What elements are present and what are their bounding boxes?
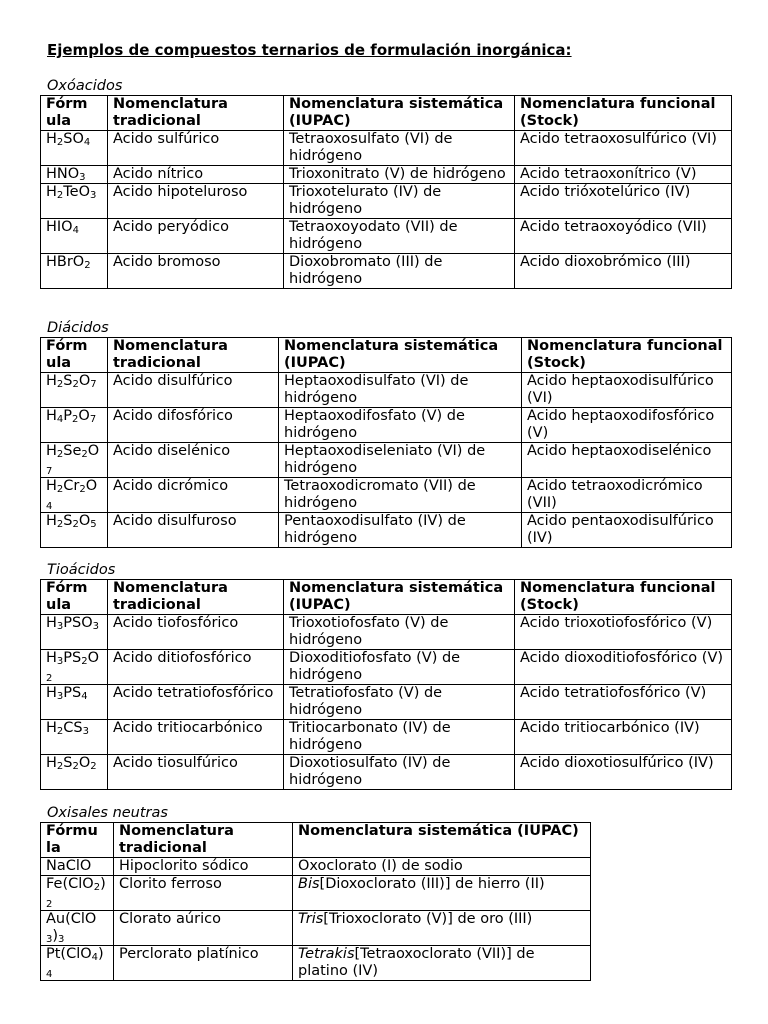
formula-cell — [41, 131, 108, 166]
sistematica-cell: Tetratiofosfato (V) de hidrógeno — [284, 685, 515, 720]
section-oxisales — [40, 805, 591, 981]
formula-symbol: S — [63, 513, 73, 529]
table-row — [41, 615, 732, 650]
table-row — [41, 858, 591, 876]
funcional-cell: Acido trioxotiofosfórico (V) — [515, 615, 732, 650]
formula-symbol: O — [87, 443, 100, 459]
sistematica-text: [Tetraoxoclorato (VII)] de platino (IV) — [298, 946, 535, 979]
sistematica-cell — [293, 858, 591, 876]
formula-symbol: O — [85, 478, 98, 494]
formula-subscript: 3 — [82, 726, 89, 737]
table-row — [41, 166, 732, 184]
formula-symbol: H — [46, 720, 57, 736]
table-row — [41, 911, 591, 946]
table-row — [41, 876, 591, 911]
sistematica-cell: Trioxotiofosfato (V) de hidrógeno — [284, 615, 515, 650]
formula-subscript: 4 — [46, 501, 53, 512]
formula-cell — [41, 946, 114, 981]
formula-symbol: O — [78, 408, 90, 424]
formula-symbol: PS — [63, 685, 82, 701]
formula-subscript: 2 — [56, 190, 64, 201]
formula-subscript: 4 — [46, 969, 53, 980]
funcional-cell: Acido dioxobrómico (III) — [515, 254, 732, 289]
sistematica-text: [Dioxoclorato (III)] de hierro (II) — [319, 876, 545, 892]
section-diacidos — [40, 320, 732, 548]
formula-cell — [41, 478, 108, 513]
table-row — [41, 131, 732, 166]
sistematica-cell: Pentaoxodisulfato (IV) de hidrógeno — [279, 513, 522, 548]
formula-subscript: 2 — [72, 379, 79, 390]
table-row — [41, 946, 591, 981]
sistematica-text: Oxoclorato (I) de sodio — [298, 858, 463, 874]
section-title: Diácidos — [47, 320, 109, 336]
tradicional-cell: Acido disulfúrico — [108, 373, 279, 408]
funcional-cell: Acido tetraoxoyódico (VII) — [515, 219, 732, 254]
section-oxoacidos — [40, 78, 732, 289]
formula-cell — [41, 513, 108, 548]
funcional-cell: Acido tetraoxonítrico (V) — [515, 166, 732, 184]
formula-symbol: Au(ClO — [46, 911, 97, 927]
formula-cell — [41, 443, 108, 478]
funcional-cell: Acido heptaoxodifosfórico (V) — [522, 408, 732, 443]
formula-symbol: S — [63, 755, 73, 771]
sistematica-cell: Trioxotelurato (IV) de hidrógeno — [284, 184, 515, 219]
table-row — [41, 373, 732, 408]
funcional-cell: Acido heptaoxodisulfúrico (VI) — [522, 373, 732, 408]
table-row — [41, 408, 732, 443]
formula-subscript: 2 — [56, 484, 64, 495]
table-row — [41, 184, 732, 219]
funcional-cell: Acido tritiocarbónico (IV) — [515, 720, 732, 755]
formula-subscript: 2 — [72, 761, 79, 772]
formula-cell — [41, 876, 114, 911]
formula-cell — [41, 408, 108, 443]
formula-subscript: 2 — [56, 379, 64, 390]
formula-symbol: O — [78, 373, 91, 389]
formula-symbol: ) — [98, 946, 104, 962]
formula-symbol: H — [46, 615, 57, 631]
tradicional-cell: Acido bromoso — [108, 254, 284, 289]
formula-symbol: Se — [63, 443, 82, 459]
formula-subscript: 7 — [89, 414, 97, 425]
tradicional-cell: Acido diselénico — [108, 443, 279, 478]
formula-subscript: 5 — [90, 519, 97, 530]
header-tradicional: Nomenclatura tradicional — [108, 96, 284, 131]
multiplier-prefix: Bis — [298, 876, 320, 892]
document-title: Ejemplos de compuestos ternarios de formulación inorgánica: — [47, 41, 572, 59]
formula-cell — [41, 685, 108, 720]
sistematica-cell: Tetraoxodicromato (VII) de hidrógeno — [279, 478, 522, 513]
table-oxoacidos — [40, 95, 732, 289]
sistematica-cell: Tetraoxosulfato (VI) de hidrógeno — [284, 131, 515, 166]
tradicional-cell: Hipoclorito sódico — [114, 858, 293, 876]
funcional-cell: Acido trióxotelúrico (IV) — [515, 184, 732, 219]
multiplier-prefix: Tetrakis — [298, 946, 355, 962]
table-oxisales — [40, 822, 591, 981]
formula-symbol: H — [46, 131, 57, 147]
table-header-row — [41, 580, 732, 615]
section-tioacidos — [40, 562, 732, 790]
formula-symbol: O — [78, 513, 91, 529]
formula-subscript: 4 — [91, 952, 99, 963]
sistematica-cell: Heptaoxodifosfato (V) de hidrógeno — [279, 408, 522, 443]
tradicional-cell: Acido difosfórico — [108, 408, 279, 443]
formula-symbol: O — [78, 755, 91, 771]
tradicional-cell: Acido tritiocarbónico — [108, 720, 284, 755]
table-header-row — [41, 96, 732, 131]
formula-symbol: H — [46, 755, 57, 771]
section-title: Tioácidos — [47, 562, 116, 578]
table-row — [41, 443, 732, 478]
sistematica-cell — [293, 911, 591, 946]
formula-cell — [41, 219, 108, 254]
funcional-cell: Acido tetratiofosfórico (V) — [515, 685, 732, 720]
tradicional-cell: Acido tiofosfórico — [108, 615, 284, 650]
formula-symbol: Pt(ClO — [46, 946, 92, 962]
sistematica-cell: Tritiocarbonato (IV) de hidrógeno — [284, 720, 515, 755]
table-row — [41, 685, 732, 720]
sistematica-text: [Trioxoclorato (V)] de oro (III) — [323, 911, 533, 927]
multiplier-prefix: Tris — [298, 911, 324, 927]
formula-subscript: 3 — [46, 934, 53, 945]
formula-symbol: ) — [52, 928, 59, 944]
header-sistematica: Nomenclatura sistemática (IUPAC) — [284, 580, 515, 615]
tradicional-cell: Clorito ferroso — [114, 876, 293, 911]
formula-subscript: 2 — [46, 899, 53, 910]
table-row — [41, 720, 732, 755]
formula-symbol: H — [46, 650, 57, 666]
header-sistematica: Nomenclatura sistemática (IUPAC) — [284, 96, 515, 131]
formula-cell — [41, 184, 108, 219]
formula-cell — [41, 254, 108, 289]
formula-subscript: 2 — [90, 761, 97, 772]
table-tioacidos — [40, 579, 732, 790]
formula-subscript: 4 — [81, 691, 88, 702]
header-funcional: Nomenclatura funcional (Stock) — [515, 96, 732, 131]
formula-subscript: 4 — [56, 414, 64, 425]
formula-symbol: O — [87, 650, 100, 666]
formula-cell — [41, 166, 108, 184]
formula-subscript: 2 — [79, 484, 86, 495]
formula-subscript: 3 — [56, 621, 64, 632]
sistematica-cell — [293, 946, 591, 981]
tradicional-cell: Acido tiosulfúrico — [108, 755, 284, 790]
formula-subscript: 2 — [56, 449, 64, 460]
table-header-row — [41, 338, 732, 373]
tradicional-cell: Acido hipoteluroso — [108, 184, 284, 219]
formula-symbol: PSO — [63, 615, 93, 631]
header-sistematica: Nomenclatura sistemática (IUPAC) — [279, 338, 522, 373]
tradicional-cell: Clorato aúrico — [114, 911, 293, 946]
tradicional-cell: Acido dicrómico — [108, 478, 279, 513]
header-tradicional: Nomenclatura tradicional — [108, 580, 284, 615]
sistematica-cell: Dioxoditiofosfato (V) de hidrógeno — [284, 650, 515, 685]
funcional-cell: Acido pentaoxodisulfúrico (IV) — [522, 513, 732, 548]
formula-subscript: 2 — [56, 519, 64, 530]
formula-subscript: 2 — [81, 656, 88, 667]
formula-symbol: H — [46, 513, 57, 529]
funcional-cell: Acido tetraoxodicrómico (VII) — [522, 478, 732, 513]
funcional-cell: Acido dioxoditiofosfórico (V) — [515, 650, 732, 685]
header-formula: Fórm ula — [41, 580, 108, 615]
formula-symbol: SO — [63, 131, 84, 147]
sistematica-cell: Dioxobromato (III) de hidrógeno — [284, 254, 515, 289]
formula-cell — [41, 373, 108, 408]
formula-symbol: P — [63, 408, 73, 424]
header-tradicional: Nomenclatura tradicional — [108, 338, 279, 373]
formula-symbol: H — [46, 443, 57, 459]
table-header-row — [41, 823, 591, 858]
formula-symbol: HNO — [46, 166, 80, 182]
formula-cell — [41, 755, 108, 790]
sistematica-cell: Trioxonitrato (V) de hidrógeno — [284, 166, 515, 184]
formula-subscript: 2 — [46, 673, 53, 684]
formula-symbol: HBrO — [46, 254, 85, 270]
formula-symbol: H — [46, 408, 57, 424]
sistematica-cell: Heptaoxodiseleniato (VI) de hidrógeno — [279, 443, 522, 478]
header-funcional: Nomenclatura funcional (Stock) — [515, 580, 732, 615]
formula-subscript: 3 — [58, 934, 65, 945]
table-row — [41, 478, 732, 513]
formula-symbol: CS — [63, 720, 83, 736]
formula-symbol: H — [46, 373, 57, 389]
formula-subscript: 2 — [72, 414, 79, 425]
tradicional-cell: Acido sulfúrico — [108, 131, 284, 166]
tradicional-cell: Acido nítrico — [108, 166, 284, 184]
formula-subscript: 2 — [56, 726, 64, 737]
tradicional-cell: Acido tetratiofosfórico — [108, 685, 284, 720]
formula-subscript: 3 — [90, 190, 97, 201]
table-row — [41, 254, 732, 289]
formula-subscript: 4 — [72, 225, 79, 236]
formula-cell — [41, 720, 108, 755]
formula-symbol: H — [46, 184, 57, 200]
formula-subscript: 2 — [56, 761, 64, 772]
formula-symbol: S — [63, 373, 73, 389]
formula-symbol: PS — [63, 650, 82, 666]
funcional-cell: Acido heptaoxodiselénico — [522, 443, 732, 478]
header-formula: Fórm ula — [41, 96, 108, 131]
formula-cell — [41, 615, 108, 650]
formula-subscript: 3 — [79, 172, 86, 183]
table-row — [41, 513, 732, 548]
formula-symbol: Fe(ClO — [46, 876, 94, 892]
sistematica-cell: Tetraoxoyodato (VII) de hidrógeno — [284, 219, 515, 254]
funcional-cell: Acido tetraoxosulfúrico (VI) — [515, 131, 732, 166]
formula-subscript: 3 — [56, 691, 64, 702]
sistematica-cell: Dioxotiosulfato (IV) de hidrógeno — [284, 755, 515, 790]
sistematica-cell — [293, 876, 591, 911]
header-formula: Fórm ula — [41, 338, 108, 373]
formula-subscript: 3 — [92, 621, 100, 632]
table-row — [41, 755, 732, 790]
formula-subscript: 7 — [46, 466, 53, 477]
formula-cell — [41, 858, 114, 876]
header-sistematica: Nomenclatura sistemática (IUPAC) — [293, 823, 591, 858]
formula-symbol: ) — [100, 876, 106, 892]
formula-cell — [41, 911, 114, 946]
tradicional-cell: Acido ditiofosfórico — [108, 650, 284, 685]
tradicional-cell: Acido disulfuroso — [108, 513, 279, 548]
table-row — [41, 650, 732, 685]
header-funcional: Nomenclatura funcional (Stock) — [522, 338, 732, 373]
table-row — [41, 219, 732, 254]
formula-subscript: 3 — [56, 656, 64, 667]
formula-subscript: 2 — [72, 519, 79, 530]
header-tradicional: Nomenclatura tradicional — [114, 823, 293, 858]
formula-subscript: 2 — [84, 260, 91, 271]
section-title: Oxóacidos — [47, 78, 123, 94]
formula-symbol: H — [46, 478, 57, 494]
section-title: Oxisales neutras — [47, 805, 168, 821]
formula-subscript: 2 — [56, 137, 64, 148]
funcional-cell: Acido dioxotiosulfúrico (IV) — [515, 755, 732, 790]
formula-symbol: TeO — [63, 184, 91, 200]
formula-subscript: 4 — [83, 137, 91, 148]
table-diacidos — [40, 337, 732, 548]
formula-symbol: H — [46, 685, 57, 701]
formula-symbol: NaClO — [46, 858, 92, 874]
tradicional-cell: Acido peryódico — [108, 219, 284, 254]
formula-subscript: 7 — [90, 379, 97, 390]
formula-subscript: 2 — [93, 882, 101, 893]
tradicional-cell: Perclorato platínico — [114, 946, 293, 981]
formula-symbol: HIO — [46, 219, 73, 235]
formula-symbol: Cr — [63, 478, 80, 494]
formula-subscript: 2 — [81, 449, 88, 460]
formula-cell — [41, 650, 108, 685]
sistematica-cell: Heptaoxodisulfato (VI) de hidrógeno — [279, 373, 522, 408]
header-formula: Fórmu la — [41, 823, 114, 858]
